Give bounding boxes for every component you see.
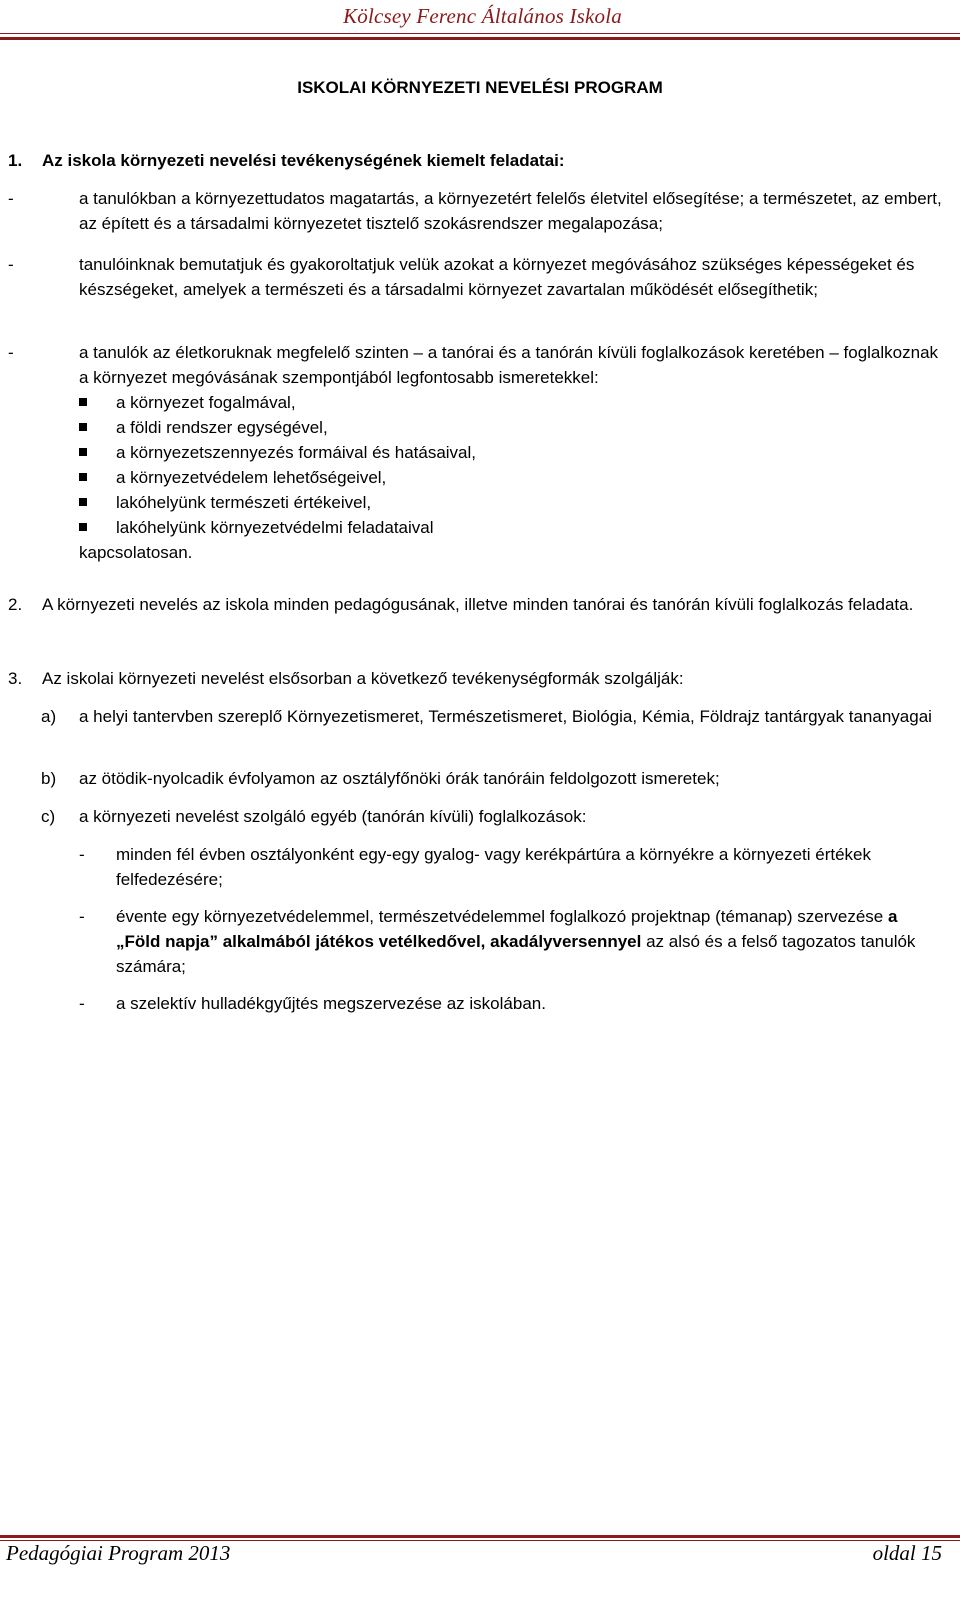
page-number: oldal 15 [872,1541,942,1565]
closing-text: kapcsolatosan. [79,543,193,562]
square-bullet-icon [79,523,87,531]
square-bullet-icon [79,423,87,431]
footer-program: Pedagógiai Program 2013 [6,1541,231,1565]
square-bullet-icon [79,473,87,481]
footer-rule [0,1535,960,1538]
sub-list-item: lakóhelyünk természeti értékeivel, [0,490,960,515]
emphasis-text: a „Föld napja” alkalmából játékos vetélkedővel, akadályversennyel [116,907,898,951]
school-name: Kölcsey Ferenc Általános Iskola [343,4,622,28]
sub-list-item: a földi rendszer egységével, [0,415,960,440]
page-header [0,0,960,38]
header-rule [0,33,960,34]
page-footer [0,1535,960,1600]
sub-list-item: a környezetszennyezés formáival és hatásaival, [0,440,960,465]
square-bullet-icon [79,498,87,506]
sub-list [0,390,960,540]
header-rule-thick [0,37,960,40]
square-bullet-icon [79,448,87,456]
sub-list-item: lakóhelyünk környezetvédelmi feladataival [0,515,960,540]
sub-list-item: a környezet fogalmával, [0,390,960,415]
square-bullet-icon [79,398,87,406]
sub-list-item: a környezetvédelem lehetőségeivel, [0,465,960,490]
document-title: ISKOLAI KÖRNYEZETI NEVELÉSI PROGRAM [297,78,663,97]
